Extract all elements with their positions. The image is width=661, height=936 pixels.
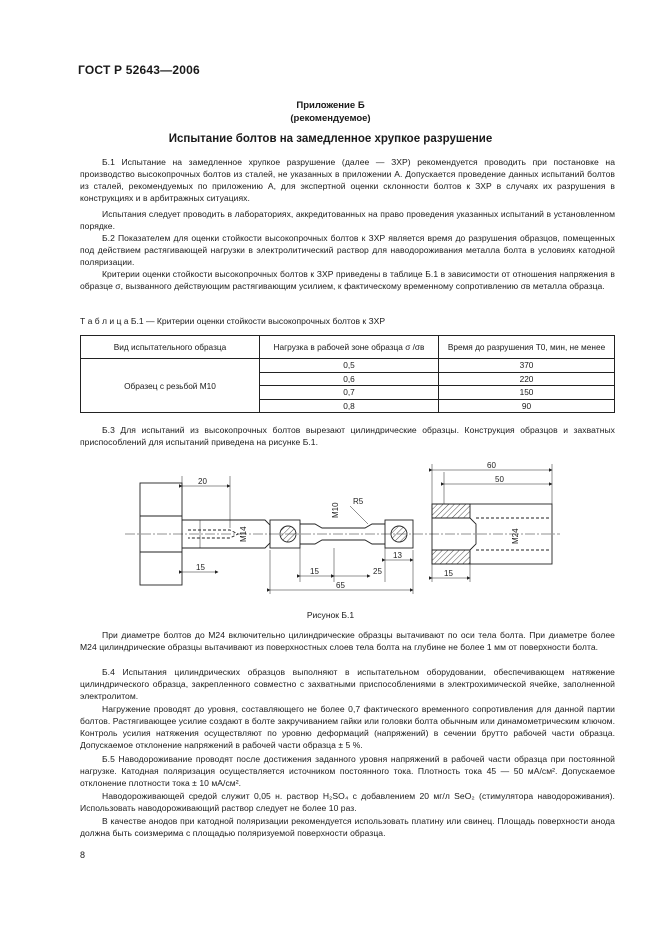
table-cell-load: 0,8 — [260, 399, 439, 413]
table-header-specimen: Вид испытательного образца — [81, 336, 260, 359]
paragraph-b2: Б.2 Показателем для оценки стойкости высокопрочных болтов к ЗХР является время до разрушения образцов, помещенных под действием растягивающей нагрузки в электролитический раствор для наводороживания металла болта в условиях катодной поляризации. — [80, 233, 615, 267]
document-header: ГОСТ Р 52643—2006 — [78, 63, 200, 77]
label-m10: М10 — [331, 502, 340, 518]
table-header-time: Время до разрушения T0, мин, не менее — [439, 336, 615, 359]
dim-15-mid: 15 — [310, 567, 319, 576]
dim-20: 20 — [198, 477, 207, 486]
figure-caption: Рисунок Б.1 — [306, 610, 355, 620]
paragraph-loading: Нагружение проводят до уровня, составляющего не более 0,7 фактического временного сопротивления для данной партии болтов. Растягивающее усилие создают в болте закручиванием гайки или головки болта обычным или динамометрическим ключом. Контроль усилия натяжения осуществляют по уровню деформаций (напряжений) в сечении брутто рабочей части образца. Допускаемое отклонение напряжений в рабочей части образца ± 5 %. — [80, 704, 615, 750]
dim-13: 13 — [393, 551, 402, 560]
table-cell-time: 370 — [439, 359, 615, 373]
table-header-load: Нагрузка в рабочей зоне образца σ /σв — [260, 336, 439, 359]
table-cell-time: 150 — [439, 386, 615, 400]
dim-60: 60 — [487, 461, 496, 470]
paragraph-b5: Б.5 Наводороживание проводят после достижения заданного уровня напряжений в рабочей части образца при постоянной нагрузке. Катодная поляризация осуществляется источником постоянного тока. Плотность тока 45 — 50 мА/см². Допускаемое отклонение плотности тока ± 10 мА/см². — [80, 754, 615, 788]
table-cell-load: 0,5 — [260, 359, 439, 373]
specimen-drawing — [110, 458, 570, 608]
table-cell-specimen: Образец с резьбой М10 — [81, 359, 260, 413]
paragraph-labs: Испытания следует проводить в лабораториях, аккредитованных на право проведения указанных испытаний в установленном порядке. — [80, 209, 615, 231]
annex-title: Приложение Б — [296, 100, 365, 111]
dim-15-left: 15 — [196, 563, 205, 572]
paragraph-b3: Б.3 Для испытаний из высокопрочных болтов вырезают цилиндрические образцы. Конструкция образцов и захватных приспособлений для испытаний приведена на рисунке Б.1. — [80, 425, 615, 447]
paragraph-diameter: При диаметре болтов до М24 включительно цилиндрические образцы вытачивают по оси тела болта. При диаметре более М24 цилиндрические образцы вытачивают из поверхностных слоев тела болта на глубине не более 1 мм от поверхности болта. — [80, 630, 615, 652]
table-row — [81, 359, 615, 373]
paragraph-b1: Б.1 Испытание на замедленное хрупкое разрушение (далее — ЗХР) рекомендуется проводить при постановке на производство высокопрочных болтов из сталей, не указанных в приложении А. Допускается проведение данных испытаний болтов из сталей, рекомендуемых по приложению А, для экспертной оценки склонности болтов к ЗХР в случаях их разрушения в конструкциях и в арбитражных ситуациях. — [80, 157, 615, 203]
criteria-table — [80, 335, 615, 413]
annex-status: (рекомендуемое) — [290, 113, 371, 124]
table-cell-load: 0,6 — [260, 372, 439, 386]
label-m24: М24 — [511, 528, 520, 544]
label-m14: М14 — [239, 526, 248, 542]
page-number: 8 — [80, 850, 86, 860]
dim-15-right: 15 — [444, 569, 453, 578]
paragraph-b4: Б.4 Испытания цилиндрических образцов выполняют в испытательном оборудовании, обеспечивающем натяжение цилиндрического образца, закрепленного совместно с захватными приспособлениями в электрохимической ячейке, заполненной электролитом. — [80, 667, 615, 701]
table-caption: Т а б л и ц а Б.1 — Критерии оценки стойкости высокопрочных болтов к ЗХР — [80, 316, 386, 326]
dim-65: 65 — [336, 581, 345, 590]
label-r5: R5 — [353, 497, 364, 506]
table-cell-time: 90 — [439, 399, 615, 413]
paragraph-anodes: В качестве анодов при катодной поляризации рекомендуется использовать платину или свинец. Площадь поверхности анода должна быть соизмерима с площадью поляризуемой поверхности образца. — [80, 816, 615, 838]
section-heading: Испытание болтов на замедленное хрупкое разрушение — [168, 133, 493, 145]
paragraph-medium: Наводороживающей средой служит 0,05 н. раствор H₂SO₄ с добавлением 20 мг/л SeO₂ (стимулятора наводороживания). Использовать наводороживающий раствор следует не более 10 раз. — [80, 791, 615, 813]
table-cell-load: 0,7 — [260, 386, 439, 400]
table-cell-time: 220 — [439, 372, 615, 386]
paragraph-criteria: Критерии оценки стойкости высокопрочных болтов к ЗХР приведены в таблице Б.1 в зависимости от отношения напряжения в образце σ, вызванного действующим растягивающим усилием, к фактическому временному сопротивлению σв металла образца. — [80, 269, 615, 291]
dim-25: 25 — [373, 567, 382, 576]
dim-50: 50 — [495, 475, 504, 484]
